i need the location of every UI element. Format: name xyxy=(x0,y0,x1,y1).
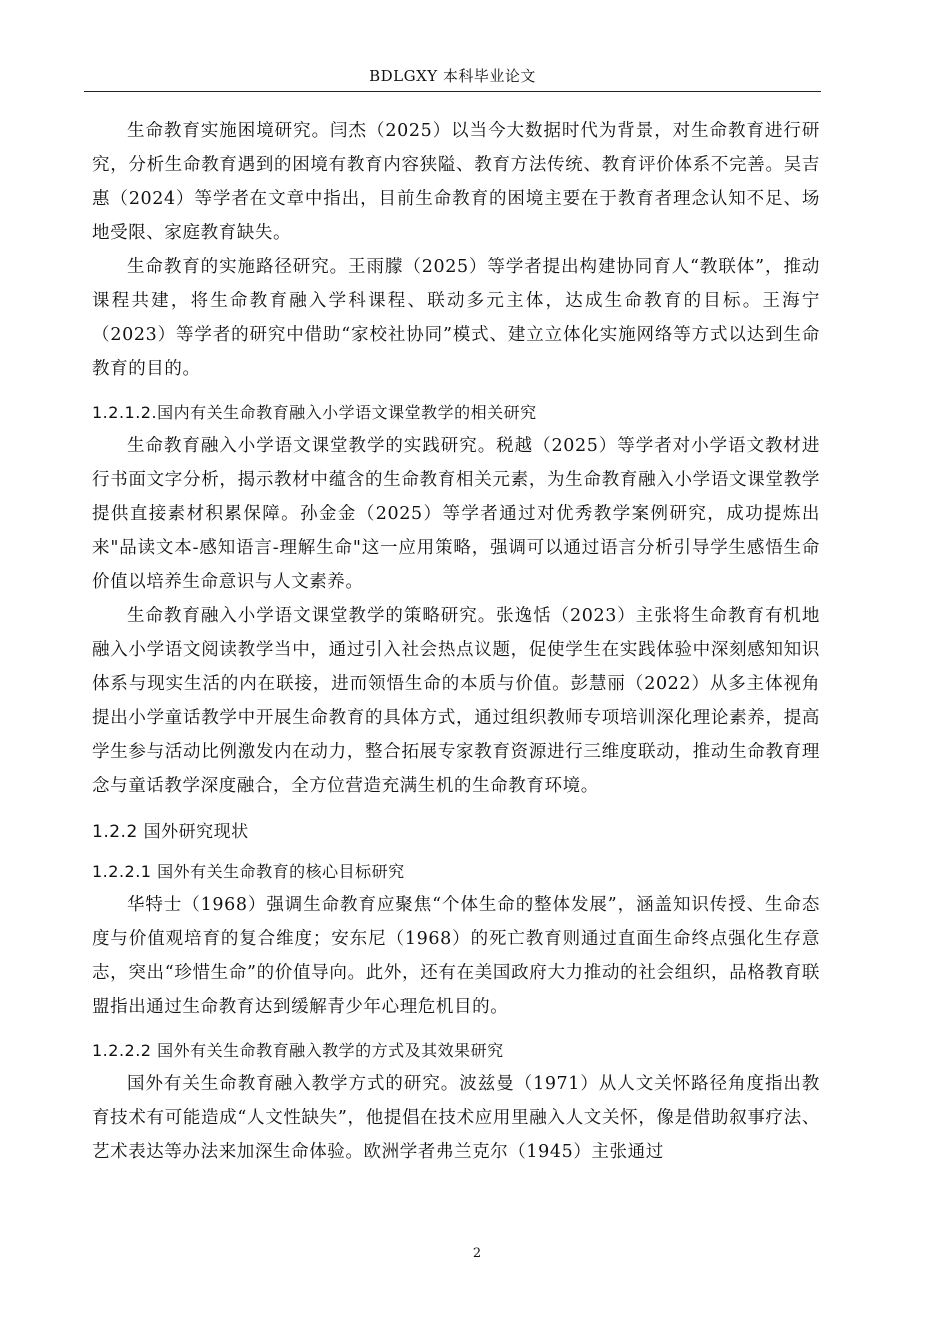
header-divider xyxy=(84,91,821,92)
running-header: BDLGXY 本科毕业论文 xyxy=(369,67,536,85)
paragraph-implementation-path: 生命教育的实施路径研究。王雨朦（2025）等学者提出构建协同育人“教联体”，推动课程共建，将生命教育融入学科课程、联动多元主体，达成生命教育的目标。王海宁（2023）等学者的研究中借助“家校社协同”模式、建立立体化实施网络等方式以达到生命教育的目的。 xyxy=(92,257,820,379)
paragraph-strategy-research: 生命教育融入小学语文课堂教学的策略研究。张逸恬（2023）主张将生命教育有机地融入小学语文阅读教学当中，通过引入社会热点议题，促使学生在实践体验中深刻感知知识体系与现实生活的内在联接，进而领悟生命的本质与价值。彭慧丽（2022）从多主体视角提出小学童话教学中开展生命教育的具体方式，通过组织教师专项培训深化理论素养，提高学生参与活动比例激发内在动力，整合拓展专家教育资源进行三维度联动，推动生命教育理念与童话教学深度融合，全方位营造充满生机的生命教育环境。 xyxy=(92,606,820,796)
paragraph-practice-research: 生命教育融入小学语文课堂教学的实践研究。税越（2025）等学者对小学语文教材进行书面文字分析，揭示教材中蕴含的生命教育相关元素，为生命教育融入小学语文课堂教学提供直接素材积累保障。孙金金（2025）等学者通过对优秀教学案例研究，成功提炼出来"品读文本-感知语言-理解生命"这一应用策略，强调可以通过语言分析引导学生感悟生命价值以培养生命意识与人文素养。 xyxy=(92,436,820,592)
paragraph-dilemma-research: 生命教育实施困境研究。闫杰（2025）以当今大数据时代为背景，对生命教育进行研究，分析生命教育遇到的困境有教育内容狭隘、教育方法传统、教育评价体系不完善。吴吉惠（2024）等学者在文章中指出，目前生命教育的困境主要在于教育者理念认知不足、场地受限、家庭教育缺失。 xyxy=(92,121,820,243)
page-body xyxy=(92,114,820,1169)
section-heading-1-2-1-2: 1.2.1.2.国内有关生命教育融入小学语文课堂教学的相关研究 xyxy=(92,403,537,422)
paragraph-teaching-methods: 国外有关生命教育融入教学方式的研究。波兹曼（1971）从人文关怀路径角度指出教育技术有可能造成“人文性缺失”，他提倡在技术应用里融入人文关怀，像是借助叙事疗法、艺术表达等办法来加深生命体验。欧洲学者弗兰克尔（1945）主张通过 xyxy=(92,1074,820,1162)
section-heading-1-2-2-1: 1.2.2.1 国外有关生命教育的核心目标研究 xyxy=(92,862,405,881)
page-number: 2 xyxy=(472,1246,482,1261)
paragraph-core-goals: 华特士（1968）强调生命教育应聚焦“个体生命的整体发展”，涵盖知识传授、生命态度与价值观培育的复合维度；安东尼（1968）的死亡教育则通过直面生命终点强化生存意志，突出“珍惜生命”的价值导向。此外，还有在美国政府大力推动的社会组织，品格教育联盟指出通过生命教育达到缓解青少年心理危机目的。 xyxy=(92,895,820,1017)
section-heading-1-2-2-2: 1.2.2.2 国外有关生命教育融入教学的方式及其效果研究 xyxy=(92,1041,504,1060)
section-heading-1-2-2: 1.2.2 国外研究现状 xyxy=(92,822,249,842)
